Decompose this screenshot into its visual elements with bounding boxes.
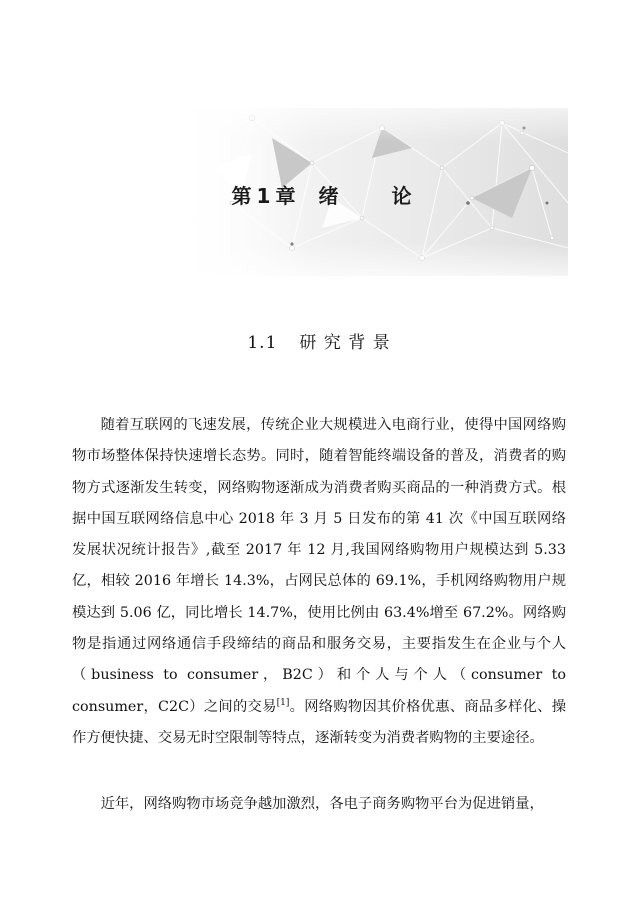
body-paragraph-1	[72, 410, 566, 754]
body-paragraph-2	[72, 789, 566, 820]
paragraph-text: 近年，网络购物市场竞争越加激烈，各电子商务购物平台为促进销量，	[100, 796, 544, 812]
chapter-suffix: 章	[275, 184, 297, 208]
chapter-number: 1	[256, 184, 272, 208]
chapter-title-char-2: 论	[391, 184, 413, 208]
citation-reference: [1]	[276, 697, 290, 708]
paragraph-text-continued: 。网络购物因其价格优惠、商品多样化、操作方便快捷、交易无时空限制等特点，逐渐转变为消费者购物的主要途径。	[72, 698, 567, 746]
chapter-prefix: 第	[231, 184, 253, 208]
section-number: 1.1	[247, 333, 278, 353]
chapter-title	[172, 180, 472, 209]
paragraph-text: 随着互联网的飞速发展，传统企业大规模进入电商行业，使得中国网络购物市场整体保持快速增长态势。同时，随着智能终端设备的普及，消费者的购物方式逐渐发生转变，网络购物逐渐成为消费者购买商品的一种消费方式。根据中国互联网络信息中心 2018 年 3 月 5 日发布的第 41 次《中国互联网络发展状况统计报告》,截至 2017 年 12 月,我国网络购物用户规模达到 5.33 亿，相较 2016 年增长 14.3%，占网民总体的 69.1%，手机网络购物用户规模达到 5.06 亿，同比增长 14.7%，使用比例由 63.4%增至 67.2%。网络购物是指通过网络通信手段缔结的商品和服务交易，主要指发生在企业与个人（business to consumer，B2C）和个人与个人（consumer to consumer，C2C）之间的交易	[72, 417, 566, 715]
chapter-title-char-1: 绪	[318, 184, 340, 208]
section-title: 研 究 背 景	[299, 333, 391, 353]
section-heading	[0, 328, 638, 353]
